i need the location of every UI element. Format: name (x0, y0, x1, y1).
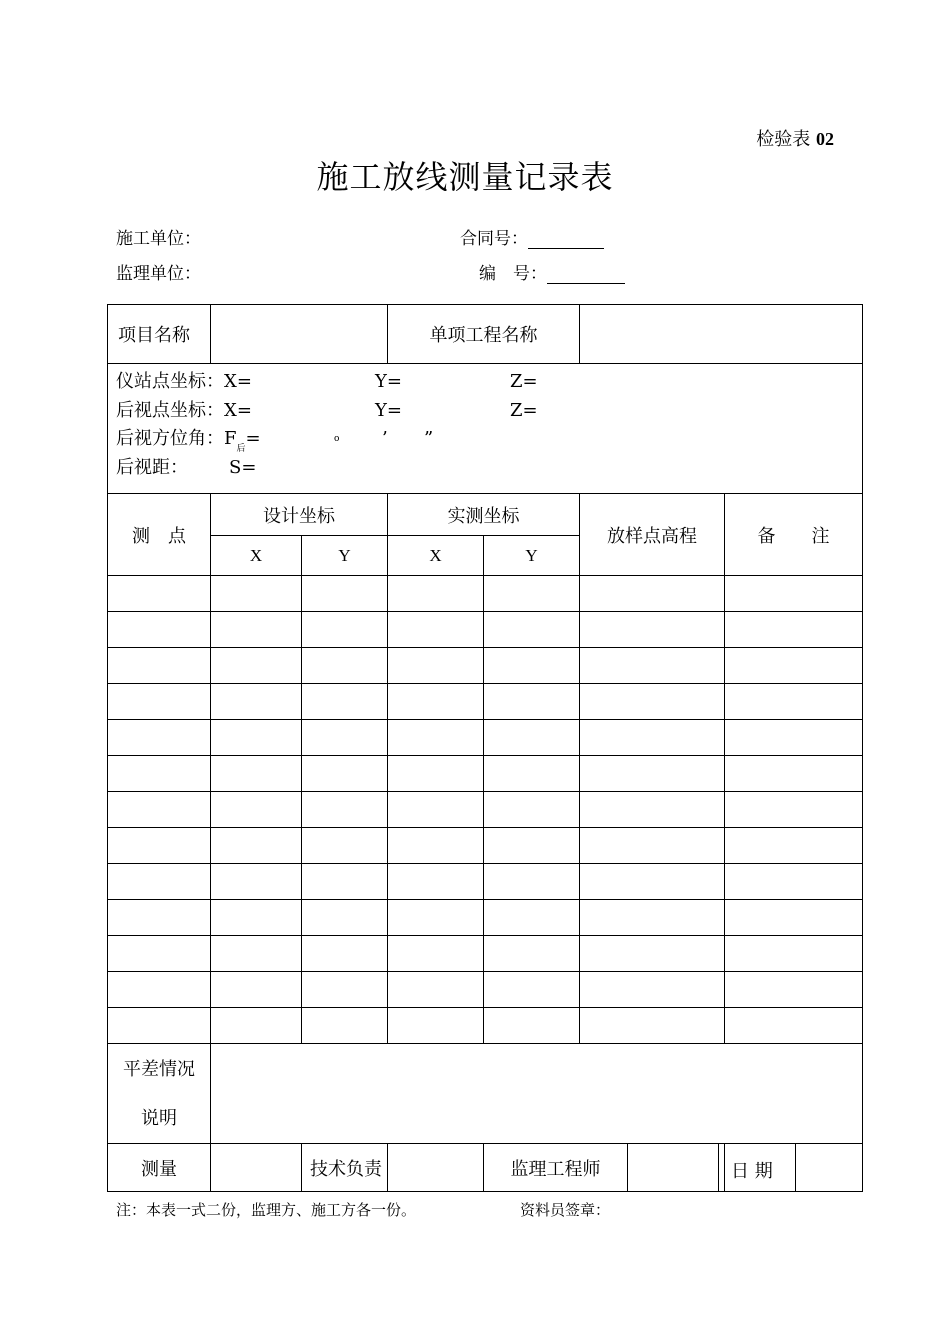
measured-x-cell[interactable] (388, 900, 484, 936)
design-y-header: Y (302, 536, 388, 576)
elevation-cell[interactable] (580, 936, 725, 972)
col-point-header: 测 点 (108, 494, 211, 576)
remark-cell[interactable] (725, 1008, 863, 1044)
design-x-cell[interactable] (211, 864, 302, 900)
distance-s-label: S= (229, 456, 257, 478)
design-y-cell[interactable] (302, 792, 388, 828)
serial-no-input[interactable] (547, 265, 625, 284)
closure-value[interactable] (211, 1044, 863, 1144)
measured-x-cell[interactable] (388, 828, 484, 864)
col-remark-header: 备 注 (725, 494, 863, 576)
measured-y-cell[interactable] (484, 900, 580, 936)
remark-cell[interactable] (725, 864, 863, 900)
remark-cell[interactable] (725, 900, 863, 936)
point-cell[interactable] (108, 1008, 211, 1044)
measured-x-cell[interactable] (388, 936, 484, 972)
backsight-z-label: Z= (510, 399, 538, 421)
sign-engineer-value[interactable] (628, 1144, 773, 1192)
construction-unit-label: 施工单位： (116, 229, 201, 249)
point-cell[interactable] (108, 648, 211, 684)
table-row (108, 756, 863, 792)
measured-x-cell[interactable] (388, 648, 484, 684)
backsight-distance-line (116, 454, 862, 483)
design-y-cell[interactable] (302, 684, 388, 720)
design-y-cell[interactable] (302, 612, 388, 648)
measured-x-header: X (388, 536, 484, 576)
form-number-value: 02 (816, 129, 834, 149)
azimuth-text: 后视方位角：F (116, 428, 237, 449)
degree-mark: o (334, 434, 340, 444)
point-cell[interactable] (108, 684, 211, 720)
design-y-cell[interactable] (302, 900, 388, 936)
project-name-label: 项目名称 (108, 305, 211, 364)
sign-engineer-label: 监理工程师 (484, 1144, 628, 1192)
serial-no-label: 编 号： (479, 264, 547, 284)
remark-cell[interactable] (725, 720, 863, 756)
design-x-cell[interactable] (211, 756, 302, 792)
remark-cell[interactable] (725, 648, 863, 684)
elevation-cell[interactable] (580, 576, 725, 612)
station-y-label: Y= (375, 371, 402, 392)
col-elevation-header: 放样点高程 (580, 494, 725, 576)
design-y-cell[interactable] (302, 936, 388, 972)
design-y-cell[interactable] (302, 648, 388, 684)
remark-cell[interactable] (725, 972, 863, 1008)
backsight-azimuth-line (116, 425, 862, 454)
design-y-cell[interactable] (302, 756, 388, 792)
elevation-cell[interactable] (580, 828, 725, 864)
supervision-unit-label: 监理单位： (116, 264, 201, 284)
coordinates-row (108, 364, 863, 494)
backsight-distance-label: 后视距： (116, 456, 188, 478)
design-x-cell[interactable] (211, 648, 302, 684)
measured-y-cell[interactable] (484, 612, 580, 648)
measured-y-cell[interactable] (484, 936, 580, 972)
table-row (108, 684, 863, 720)
signature-row (108, 1144, 863, 1192)
elevation-cell[interactable] (580, 684, 725, 720)
table-row (108, 576, 863, 612)
project-row (108, 305, 863, 364)
design-x-cell[interactable] (211, 828, 302, 864)
point-cell[interactable] (108, 936, 211, 972)
elevation-cell[interactable] (580, 756, 725, 792)
design-x-cell[interactable] (211, 684, 302, 720)
table-row (108, 792, 863, 828)
archivist-signature-label: 资料员签章： (520, 1201, 611, 1219)
sign-tech-label: 技术负责 (302, 1144, 388, 1192)
col-design-header: 设计坐标 (211, 494, 388, 536)
measured-y-cell[interactable] (484, 792, 580, 828)
coordinates-block[interactable] (108, 364, 863, 494)
measured-y-cell[interactable] (484, 828, 580, 864)
point-cell[interactable] (108, 720, 211, 756)
design-x-cell[interactable] (211, 792, 302, 828)
measured-y-cell[interactable] (484, 648, 580, 684)
column-header-row (108, 494, 863, 536)
table-row (108, 648, 863, 684)
elevation-cell[interactable] (580, 864, 725, 900)
point-cell[interactable] (108, 828, 211, 864)
page-title: 施工放线测量记录表 (316, 158, 614, 196)
azimuth-equals: = (245, 428, 261, 449)
design-x-cell[interactable] (211, 972, 302, 1008)
design-y-cell[interactable] (302, 576, 388, 612)
table-row (108, 864, 863, 900)
elevation-cell[interactable] (580, 612, 725, 648)
station-z-label: Z= (510, 371, 538, 392)
design-x-cell[interactable] (211, 576, 302, 612)
station-coord-line (116, 368, 862, 397)
measured-y-header: Y (484, 536, 580, 576)
measured-y-cell[interactable] (484, 756, 580, 792)
point-cell[interactable] (108, 864, 211, 900)
table-row (108, 1008, 863, 1044)
design-x-cell[interactable] (211, 612, 302, 648)
table-row (108, 828, 863, 864)
measured-x-cell[interactable] (388, 684, 484, 720)
contract-no-field (460, 224, 604, 249)
point-cell[interactable] (108, 576, 211, 612)
backsight-azimuth-label (116, 425, 261, 457)
backsight-coord-line (116, 397, 862, 426)
remark-cell[interactable] (725, 828, 863, 864)
measured-y-cell[interactable] (484, 972, 580, 1008)
remark-cell[interactable] (725, 684, 863, 720)
sign-survey-value[interactable] (211, 1144, 302, 1192)
measured-x-cell[interactable] (388, 612, 484, 648)
table-row (108, 612, 863, 648)
measured-y-cell[interactable] (484, 1008, 580, 1044)
sub-project-name-value[interactable] (580, 305, 863, 364)
sign-survey-label: 测量 (108, 1144, 211, 1192)
measured-x-cell[interactable] (388, 864, 484, 900)
project-name-value[interactable] (211, 305, 388, 364)
closure-label-line2: 说明 (141, 1107, 177, 1129)
design-y-cell[interactable] (302, 828, 388, 864)
design-y-cell[interactable] (302, 864, 388, 900)
elevation-cell[interactable] (580, 720, 725, 756)
point-cell[interactable] (108, 612, 211, 648)
design-x-cell[interactable] (211, 720, 302, 756)
design-x-header: X (211, 536, 302, 576)
azimuth-subscript: 后 (236, 444, 246, 454)
station-x-label: 仪站点坐标：X= (116, 371, 252, 392)
backsight-x-label: 后视点坐标：X= (116, 399, 252, 421)
contract-no-label: 合同号： (460, 229, 528, 249)
survey-record-table (107, 304, 863, 1192)
elevation-cell[interactable] (580, 792, 725, 828)
measured-x-cell[interactable] (388, 1008, 484, 1044)
measured-x-cell[interactable] (388, 720, 484, 756)
sub-project-name-label: 单项工程名称 (388, 305, 580, 364)
date-divider (718, 1143, 719, 1192)
elevation-cell[interactable] (580, 900, 725, 936)
design-y-cell[interactable] (302, 1008, 388, 1044)
measured-x-cell[interactable] (388, 576, 484, 612)
measured-x-cell[interactable] (388, 756, 484, 792)
footer-note: 注：本表一式二份，监理方、施工方各一份。 (116, 1201, 417, 1219)
measured-y-cell[interactable] (484, 864, 580, 900)
point-cell[interactable] (108, 792, 211, 828)
remark-cell[interactable] (725, 576, 863, 612)
measured-y-cell[interactable] (484, 684, 580, 720)
col-measured-header: 实测坐标 (388, 494, 580, 536)
table-row (108, 900, 863, 936)
elevation-cell[interactable] (580, 972, 725, 1008)
measured-x-cell[interactable] (388, 972, 484, 1008)
elevation-cell[interactable] (580, 1008, 725, 1044)
table-row (108, 936, 863, 972)
remark-cell[interactable] (725, 936, 863, 972)
serial-no-field (479, 259, 625, 284)
sign-date-value[interactable] (796, 1144, 863, 1192)
design-x-cell[interactable] (211, 936, 302, 972)
backsight-y-label: Y= (375, 399, 402, 421)
closure-label-line1: 平差情况 (123, 1058, 195, 1080)
design-y-cell[interactable] (302, 720, 388, 756)
minute-mark: ’ (382, 428, 388, 449)
remark-cell[interactable] (725, 756, 863, 792)
design-x-cell[interactable] (211, 900, 302, 936)
elevation-cell[interactable] (580, 648, 725, 684)
closure-row (108, 1044, 863, 1144)
design-x-cell[interactable] (211, 1008, 302, 1044)
form-number-prefix: 检验表 (756, 129, 811, 150)
point-cell[interactable] (108, 900, 211, 936)
point-cell[interactable] (108, 756, 211, 792)
point-cell[interactable] (108, 972, 211, 1008)
table-row (108, 972, 863, 1008)
measured-y-cell[interactable] (484, 720, 580, 756)
contract-no-input[interactable] (528, 230, 604, 249)
sign-date-label: 日 期 (731, 1161, 773, 1182)
measured-y-cell[interactable] (484, 576, 580, 612)
closure-label (108, 1044, 211, 1144)
remark-cell[interactable] (725, 612, 863, 648)
table-row (108, 720, 863, 756)
sign-tech-value[interactable] (388, 1144, 484, 1192)
form-number (756, 125, 834, 151)
design-y-cell[interactable] (302, 972, 388, 1008)
measured-x-cell[interactable] (388, 792, 484, 828)
second-mark: ” (424, 428, 434, 449)
remark-cell[interactable] (725, 792, 863, 828)
